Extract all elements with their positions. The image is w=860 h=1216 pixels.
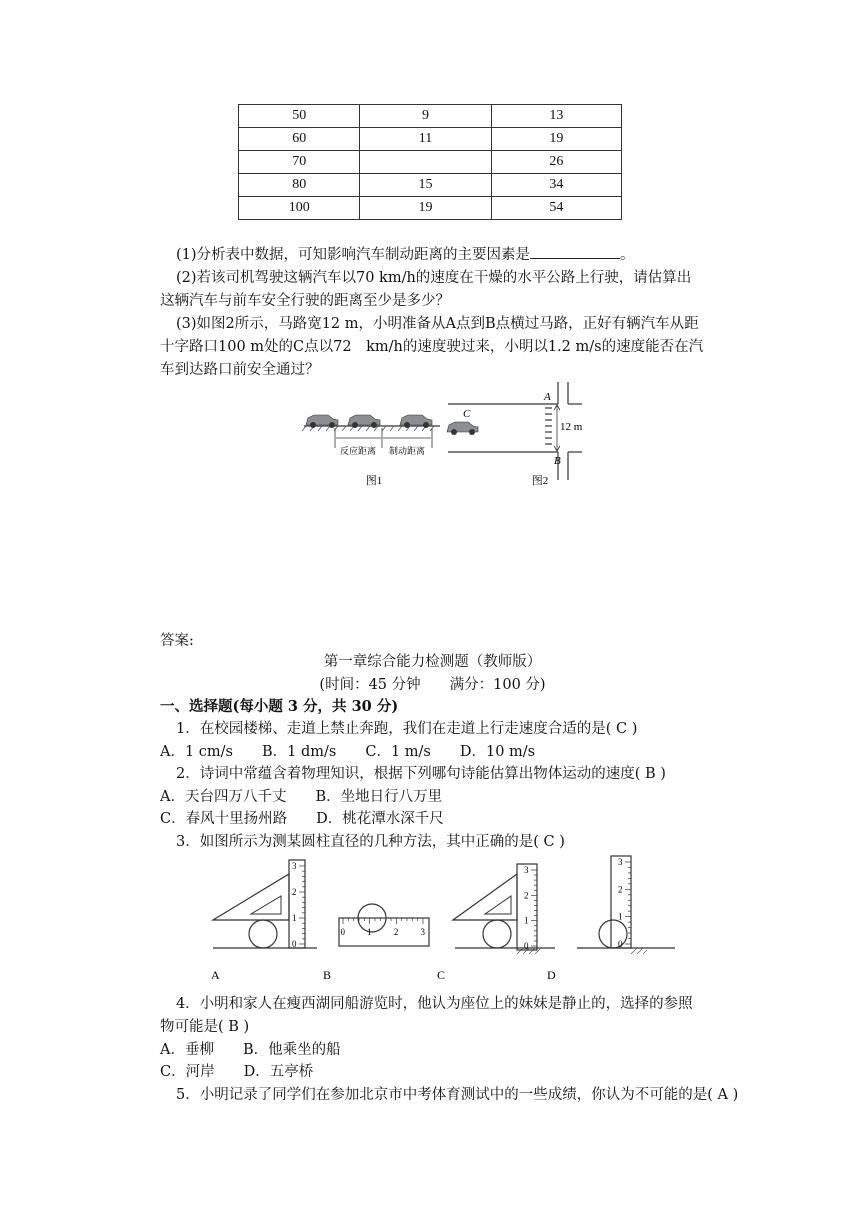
mc-question-4: 4．小明和家人在瘦西湖同船游览时，他认为座位上的妹妹是静止的，选择的参照物可能是( B ) [160,996,693,1035]
option-label-a: A [211,968,220,982]
table-cell: 11 [360,128,491,151]
label-b: B [554,455,561,467]
mc-question-1: 1．在校园楼梯、走道上禁止奔跑，我们在走道上行走速度合适的是( C ) [176,721,638,737]
figure-cars-road [300,378,600,488]
table-cell: 70 [239,151,360,174]
option-label-d: D [547,968,556,982]
table-cell: 19 [360,197,491,220]
ruler-tick-label: 2 [618,884,623,895]
table-cell: 50 [239,105,360,128]
mc-question-2: 2．诗词中常蕴含着物理知识，根据下列哪句诗能估算出物体运动的速度( B ) [176,766,666,782]
table-cell: 100 [239,197,360,220]
mc-question-4-options-b: C．河岸 D．五亭桥 [160,1064,314,1080]
answer-blank [530,258,620,259]
ruler-tick-label: 0 [340,927,345,937]
mc-question-2-options-b: C．春风十里扬州路 D．桃花潭水深千尺 [160,811,444,827]
mc-question-4-options-a: A．垂柳 B．他乘坐的船 [160,1042,341,1058]
table-row [239,197,622,220]
ruler-tick-label: 0 [618,939,623,949]
figure-2-caption: 图2 [531,475,549,487]
ruler-tick-label: 3 [292,861,297,871]
mc-question-5: 5．小明记录了同学们在参加北京市中考体育测试中的一些成绩，你认为不可能的是( A ) [176,1087,739,1103]
mc-question-2-options-a: A．天台四万八千丈 B．坐地日行八万里 [160,789,443,805]
table-cell: 26 [491,151,621,174]
ruler-tick-label: 2 [524,890,529,901]
ruler-tick-label: 1 [524,915,529,926]
label-braking-distance: 制动距离 [388,446,426,456]
ruler-method-d [577,856,675,954]
ruler-method-c [453,864,555,954]
table-cell: 19 [491,128,621,151]
table-cell: 34 [491,174,621,197]
table-cell: 13 [491,105,621,128]
data-table [238,104,622,220]
mc-question-1-options: A．1 cm/s B．1 dm/s C．1 m/s D．10 m/s [160,744,536,760]
figure-1-caption: 图1 [365,475,383,487]
label-a: A [544,391,551,403]
label-reaction-distance: 反应距离 [339,446,377,456]
ruler-tick-label: 0 [524,941,529,951]
label-road-width: 12 m [560,421,583,433]
option-label-b: B [323,968,332,982]
table-row [239,105,622,128]
ruler-tick-label: 3 [524,865,529,875]
car-icon [447,422,478,435]
table-row [239,174,622,197]
table-cell [360,151,491,174]
section-title: 一、选择题(每小题 3 分，共 30 分) [160,698,399,715]
ruler-method-b [339,904,429,946]
table-cell: 9 [360,105,491,128]
ruler-tick-label: 1 [618,911,623,922]
question-1-end: 。 [619,247,635,263]
label-c: C [463,408,471,420]
mc-question-3: 3．如图所示为测某圆柱直径的几种方法，其中正确的是( C ) [176,834,565,850]
test-subtitle: (时间：45 分钟 满分：100 分) [319,677,546,693]
ruler-tick-label: 3 [420,927,425,937]
table-cell: 80 [239,174,360,197]
ruler-tick-label: 1 [367,927,372,937]
table-row [239,128,622,151]
option-label-c: C [437,968,446,982]
question-2: (2)若该司机驾驶这辆汽车以70 km/h的速度在干燥的水平公路上行驶，请估算出这辆汽车与前车安全行驶的距离至少是多少？ [160,270,692,309]
ruler-tick-label: 2 [393,927,399,937]
table-cell: 60 [239,128,360,151]
table-cell: 15 [360,174,491,197]
ruler-tick-label: 0 [292,939,297,949]
test-title: 第一章综合能力检测题（教师版） [323,654,542,670]
ruler-method-a [213,860,317,948]
question-1-text: (1)分析表中数据，可知影响汽车制动距离的主要因素是 [175,247,530,263]
table-row [239,151,622,174]
question-1 [160,244,705,267]
figure-ruler-methods [205,852,685,992]
question-3: (3)如图2所示，马路宽12 m，小明准备从A点到B点横过马路，正好有辆汽车从距十字路口100 m处的C点以72 km/h的速度驶过来，小明以1.2 m/s的速度能否在汽车到达路口前安全通过？ [160,316,704,378]
answer-label: 答案: [160,633,194,649]
ruler-tick-label: 2 [292,887,297,897]
ruler-tick-label: 1 [292,913,297,923]
table-cell: 54 [491,197,621,220]
ruler-tick-label: 3 [618,857,623,867]
